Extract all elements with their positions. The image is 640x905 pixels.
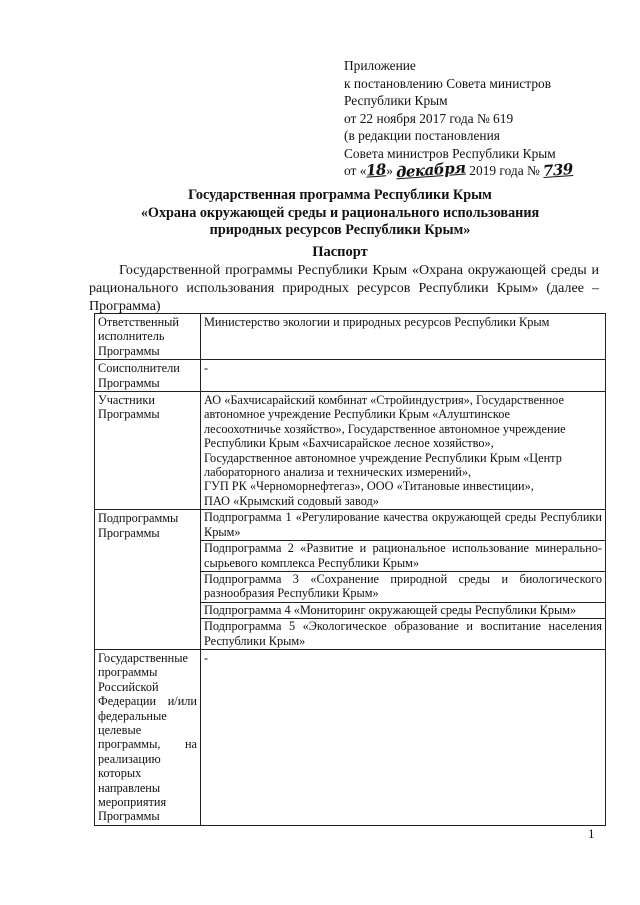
subprogram-item: Подпрограмма 2 «Развитие и рациональное использование минерально-сырьевого комплекса Республики Крым» (201, 541, 605, 572)
passport-intro (89, 262, 599, 315)
participant-line: ПАО «Крымский содовый завод» (204, 493, 379, 508)
table-row (95, 649, 606, 825)
row-value (201, 392, 606, 510)
date-year: 2019 года № (465, 163, 544, 178)
appendix-block (344, 57, 573, 180)
date-prefix: от « (344, 163, 367, 178)
appendix-date-line (344, 158, 574, 182)
table-row (95, 510, 606, 650)
participant-line: АО «Бахчисарайский комбинат «Стройиндустрия», Государственное (204, 393, 564, 408)
passport-table (94, 313, 606, 826)
handwritten-number: 739 (542, 159, 574, 181)
appendix-line: Приложение (344, 58, 416, 73)
row-value: - (201, 649, 606, 825)
appendix-line: Совета министров Республики Крым (344, 145, 556, 161)
appendix-line: к постановлению Совета министров (344, 75, 552, 91)
title-line: Государственная программа Республики Крым (188, 187, 492, 203)
subprogram-item: Подпрограмма 1 «Регулирование качества окружающей среды Республики Крым» (201, 510, 605, 541)
handwritten-month: декабря (395, 158, 467, 182)
row-label: Государственные программы Российской Федерации и/или федеральные целевые программы, на реализацию которых направлены мероприятия Программы (95, 649, 201, 825)
subprograms-cell (201, 510, 606, 650)
participant-line: лабораторного анализа и технических измерений», (204, 465, 472, 480)
title-line: природных ресурсов Республики Крым» (209, 222, 471, 238)
row-label: Ответственный исполнитель Программы (95, 314, 201, 360)
subprogram-item: Подпрограмма 5 «Экологическое образование и воспитание населения Республики Крым» (204, 619, 602, 648)
participant-line: ГУП РК «Черноморнефтегаз», ООО «Титановые инвестиции», (204, 479, 534, 494)
subprogram-item: Подпрограмма 4 «Мониторинг окружающей среды Республики Крым» (201, 603, 605, 619)
table-row (95, 360, 606, 392)
appendix-line: (в редакции постановления (344, 128, 500, 143)
appendix-line: Республики Крым (344, 93, 448, 108)
intro-text: Государственной программы Республики Крым «Охрана окружающей среды и рационального использования природных ресурсов Республики Крым» (далее – Программа) (89, 263, 599, 314)
date-separator: » (386, 163, 397, 178)
row-label: Участники Программы (95, 392, 201, 510)
row-label: Подпрограммы Программы (95, 510, 201, 650)
subprogram-item: Подпрограмма 3 «Сохранение природной среды и биологического разнообразия Республики Крым» (201, 572, 605, 603)
appendix-line: от 22 ноября 2017 года № 619 (344, 110, 514, 126)
participant-line: Республики Крым «Бахчисарайское лесное хозяйство», (204, 436, 494, 451)
participant-line: Государственное автономное учреждение Республики Крым «Центр (204, 450, 562, 465)
row-label: Соисполнители Программы (95, 360, 201, 392)
row-value: - (201, 360, 606, 392)
table-row (95, 392, 606, 510)
handwritten-day: 18 (365, 160, 387, 180)
program-title (60, 187, 620, 240)
participant-line: автономное учреждение Республики Крым «Алуштинское (204, 407, 510, 422)
table-row (95, 314, 606, 360)
page-number: 1 (588, 826, 595, 841)
participant-line: лесоохотничье хозяйство», Государственное автономное учреждение (204, 421, 566, 436)
passport-heading: Паспорт (312, 244, 368, 260)
row-value: Министерство экологии и природных ресурсов Республики Крым (201, 314, 606, 360)
title-line: «Охрана окружающей среды и рационального использования (140, 204, 540, 221)
